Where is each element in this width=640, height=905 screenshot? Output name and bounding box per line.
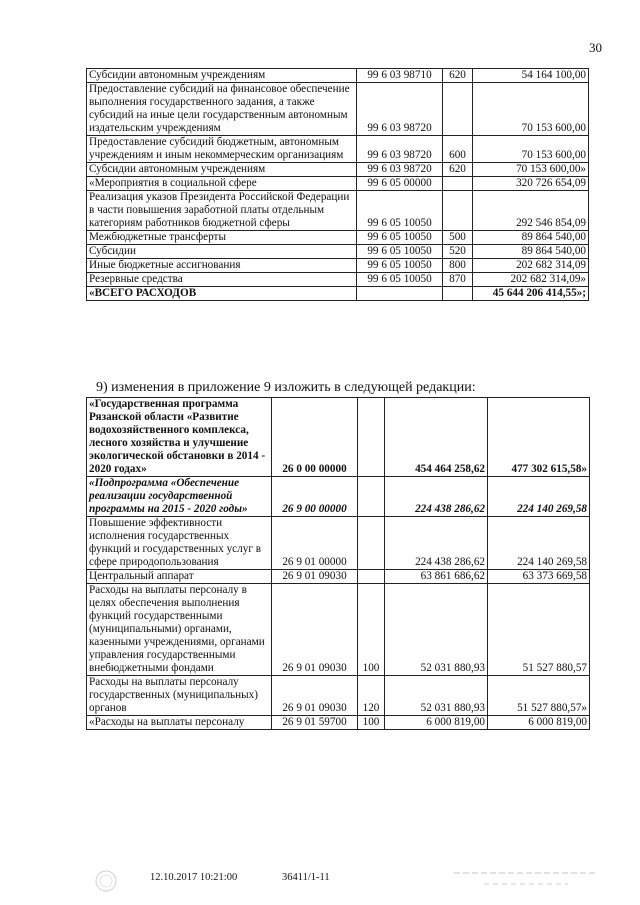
row-amount: 320 726 654,09: [473, 177, 589, 191]
row-expense-type: 620: [443, 69, 473, 83]
row-name: Субсидии автономным учреждениям: [87, 163, 357, 177]
budget-table-appendix: [86, 68, 589, 301]
row-name: Межбюджетные трансферты: [87, 231, 357, 245]
row-amount: 70 153 600,00: [473, 136, 589, 163]
row-expense-type: [443, 191, 473, 231]
row-expense-type: [358, 517, 385, 570]
row-amount: 202 682 314,09: [473, 259, 589, 273]
row-code: 26 9 01 00000: [272, 517, 358, 570]
row-code: 99 6 05 10050: [357, 191, 443, 231]
table-row: [87, 570, 590, 584]
row-amount: 54 164 100,00: [473, 69, 589, 83]
row-expense-type: [443, 177, 473, 191]
row-amount-year2: 6 000 819,00: [488, 716, 590, 730]
row-name: Расходы на выплаты персоналу государственных (муниципальных) органов: [87, 676, 272, 716]
table-row: [87, 259, 589, 273]
table-row: [87, 177, 589, 191]
row-amount-year2: 63 373 669,58: [488, 570, 590, 584]
row-amount-year2: 51 527 880,57: [488, 584, 590, 676]
table-row: [87, 477, 590, 517]
row-amount-year1: 52 031 880,93: [385, 676, 488, 716]
table-row: [87, 517, 590, 570]
appendix-9-instruction: 9) изменения в приложение 9 изложить в следующей редакции:: [96, 380, 476, 395]
row-amount: 202 682 314,09»: [473, 273, 589, 287]
row-expense-type: [443, 83, 473, 136]
row-amount-year1: 224 438 286,62: [385, 477, 488, 517]
faint-stamp-icon: [88, 868, 124, 894]
row-amount: 70 153 600,00: [473, 83, 589, 136]
faint-watermark-stamp: [450, 866, 600, 894]
row-amount-year1: 224 438 286,62: [385, 517, 488, 570]
row-name: Иные бюджетные ассигнования: [87, 259, 357, 273]
table-row: [87, 716, 590, 730]
row-amount: 70 153 600,00»: [473, 163, 589, 177]
row-name: Реализация указов Президента Российской Федерации в части повышения заработной платы отдельным категориям работников бюджетной сферы: [87, 191, 357, 231]
row-amount-year1: 63 861 686,62: [385, 570, 488, 584]
row-name: «Подпрограмма «Обеспечение реализации государственной программы на 2015 - 2020 годы»: [87, 477, 272, 517]
row-expense-type: 870: [443, 273, 473, 287]
row-expense-type: 120: [358, 676, 385, 716]
row-expense-type: [443, 287, 473, 301]
row-code: 99 6 05 10050: [357, 231, 443, 245]
row-expense-type: [358, 398, 385, 477]
row-name: Расходы на выплаты персоналу в целях обеспечения выполнения функций государственными (муниципальными) органами, казенными учреждениями, органами управления государственными внебюджетными фондами: [87, 584, 272, 676]
row-expense-type: 500: [443, 231, 473, 245]
row-expense-type: 100: [358, 716, 385, 730]
row-amount-year2: 224 140 269,58: [488, 477, 590, 517]
row-code: 26 9 01 09030: [272, 584, 358, 676]
row-code: 99 6 05 10050: [357, 259, 443, 273]
row-amount-year2: 477 302 615,58»: [488, 398, 590, 477]
budget-table-appendix-9: [86, 397, 590, 730]
row-expense-type: [358, 570, 385, 584]
table-row: [87, 584, 590, 676]
row-code: 26 9 01 09030: [272, 676, 358, 716]
row-amount-year1: 454 464 258,62: [385, 398, 488, 477]
row-code: 99 6 03 98720: [357, 163, 443, 177]
page-footer: [0, 868, 640, 898]
row-name: «Государственная программа Рязанской области «Развитие водохозяйственного комплекса, лесного хозяйства и улучшение экологической обстановки в 2014 - 2020 годах»: [87, 398, 272, 477]
table-row: [87, 191, 589, 231]
row-amount: 89 864 540,00: [473, 231, 589, 245]
table-row: [87, 231, 589, 245]
row-code: 99 6 03 98710: [357, 69, 443, 83]
table-row: [87, 136, 589, 163]
row-amount-year2: 224 140 269,58: [488, 517, 590, 570]
row-amount-year1: 52 031 880,93: [385, 584, 488, 676]
page-number: 30: [589, 40, 602, 55]
row-name: Резервные средства: [87, 273, 357, 287]
row-code: 99 6 05 10050: [357, 273, 443, 287]
table-row: [87, 398, 590, 477]
row-name: «ВСЕГО РАСХОДОВ: [87, 287, 357, 301]
row-amount-year2: 51 527 880,57»: [488, 676, 590, 716]
row-code: [357, 287, 443, 301]
row-amount: 89 864 540,00: [473, 245, 589, 259]
row-name: Предоставление субсидий бюджетным, автономным учреждениям и иным некоммерческим организациям: [87, 136, 357, 163]
row-expense-type: 800: [443, 259, 473, 273]
row-code: 26 9 00 00000: [272, 477, 358, 517]
table-row: [87, 287, 589, 301]
table-row: [87, 245, 589, 259]
footer-date: 12.10.2017 10:21:00: [150, 872, 238, 883]
row-code: 99 6 05 00000: [357, 177, 443, 191]
row-code: 99 6 03 98720: [357, 136, 443, 163]
row-code: 26 9 01 59700: [272, 716, 358, 730]
row-name: Повышение эффективности исполнения государственных функций и государственных услуг в сфере природопользования: [87, 517, 272, 570]
row-name: Предоставление субсидий на финансовое обеспечение выполнения государственного задания, а также субсидий на иные цели государственным автономным издательским учреждениям: [87, 83, 357, 136]
row-name: Субсидии: [87, 245, 357, 259]
row-name: «Расходы на выплаты персоналу: [87, 716, 272, 730]
row-expense-type: [358, 477, 385, 517]
row-name: «Мероприятия в социальной сфере: [87, 177, 357, 191]
row-code: 99 6 05 10050: [357, 245, 443, 259]
row-expense-type: 100: [358, 584, 385, 676]
row-amount: 292 546 854,09: [473, 191, 589, 231]
table-row: [87, 163, 589, 177]
table-row: [87, 676, 590, 716]
row-code: 99 6 03 98720: [357, 83, 443, 136]
table-row: [87, 83, 589, 136]
row-name: Центральный аппарат: [87, 570, 272, 584]
row-code: 26 9 01 09030: [272, 570, 358, 584]
row-expense-type: 600: [443, 136, 473, 163]
table-row: [87, 273, 589, 287]
footer-doc-id: 36411/1-11: [282, 872, 330, 883]
row-code: 26 0 00 00000: [272, 398, 358, 477]
row-expense-type: 520: [443, 245, 473, 259]
table-row: [87, 69, 589, 83]
row-amount: 45 644 206 414,55»;: [473, 287, 589, 301]
row-name: Субсидии автономным учреждениям: [87, 69, 357, 83]
row-amount-year1: 6 000 819,00: [385, 716, 488, 730]
row-expense-type: 620: [443, 163, 473, 177]
